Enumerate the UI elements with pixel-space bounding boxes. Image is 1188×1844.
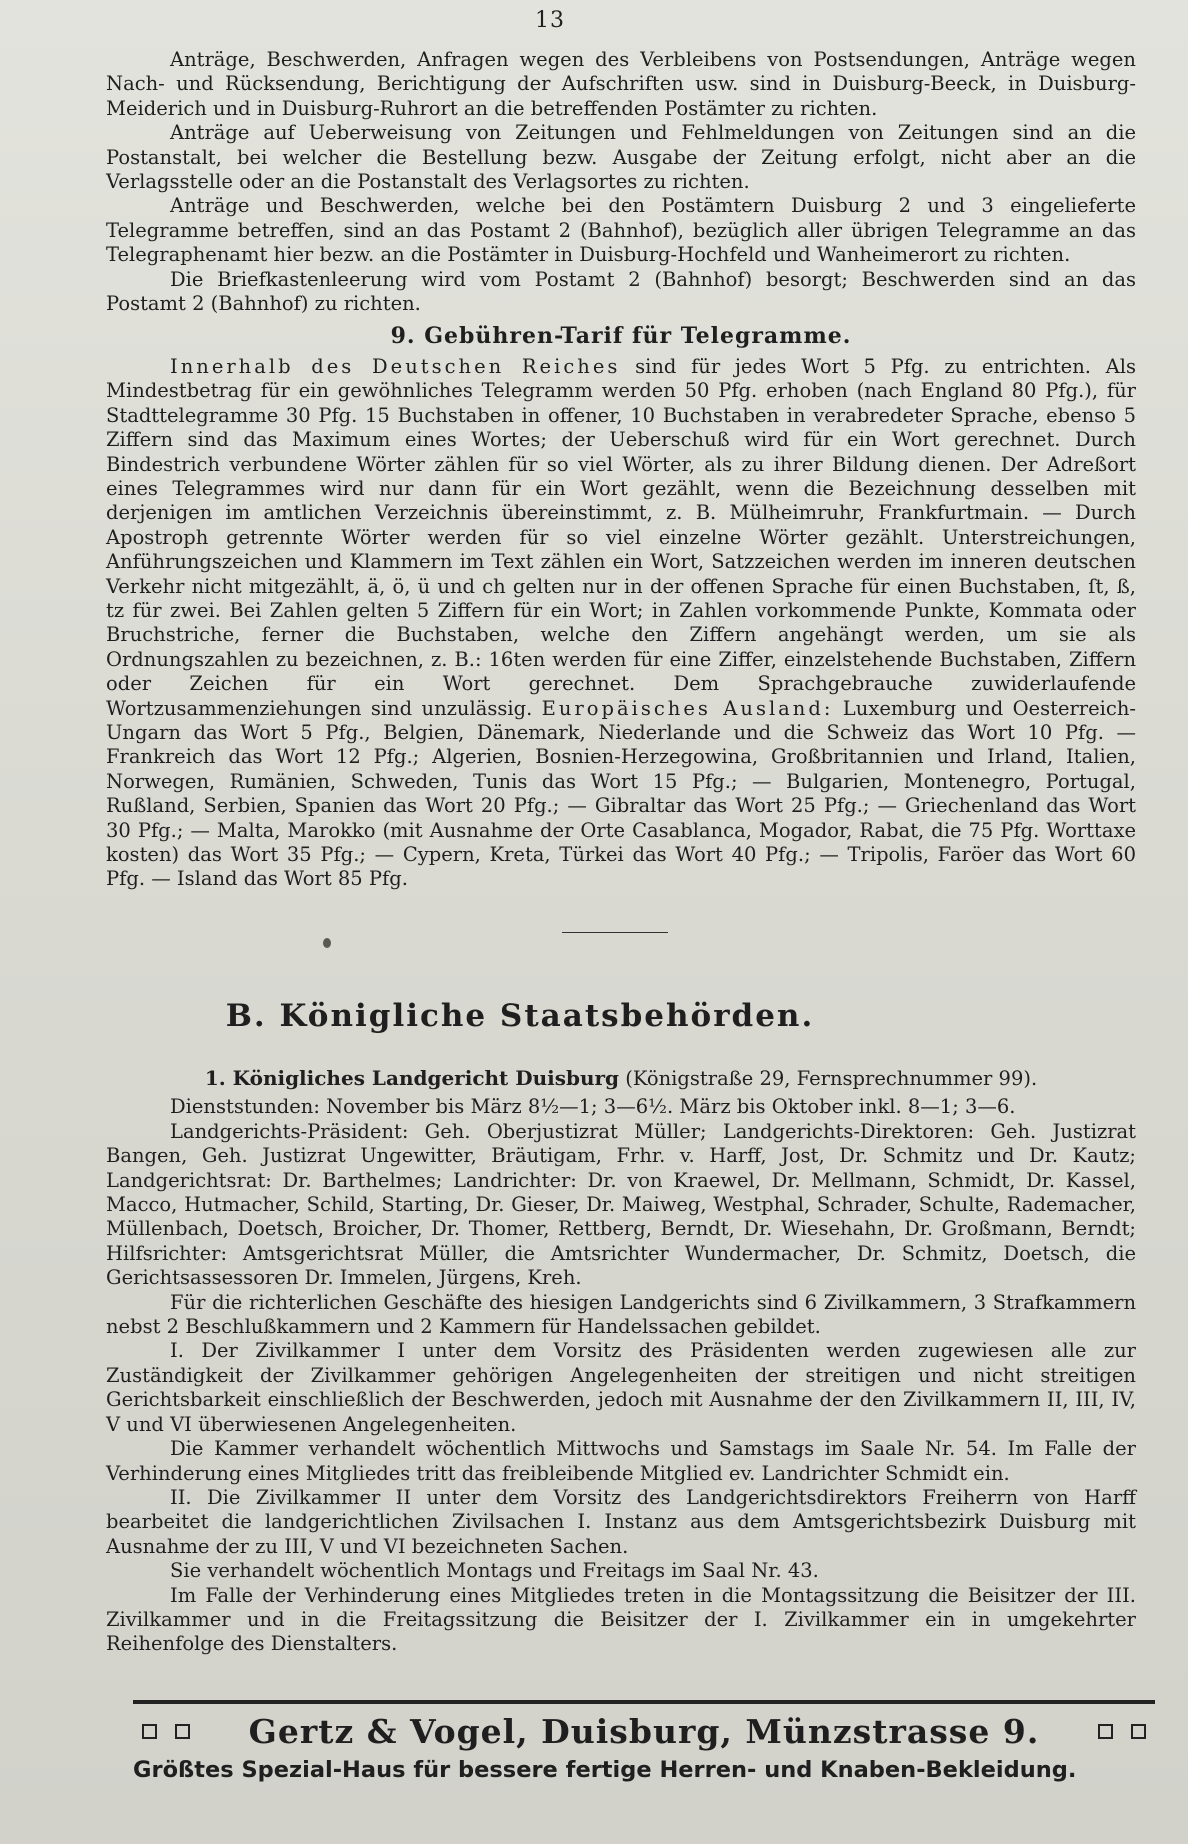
advertisement-line-1 [133,1712,1155,1751]
postal-paragraph: Anträge, Beschwerden, Anfragen wegen des Verbleibens von Postsendungen, Anträge wegen Nach- und Rücksendung, Berichtigung der Aufschriften usw. sind in Duisburg-Beeck, in Duisburg-Meiderich und in Duisburg-Ruhrort an die betreffenden Postämter zu richten. [106,48,1136,120]
section-divider [562,932,668,933]
section-b-heading: B. Königliche Staatsbehörden. [225,998,815,1034]
court-address: (Königstraße 29, Fernsprechnummer 99). [619,1067,1038,1090]
tariff-lead: Innerhalb des Deutschen Reiches [170,354,621,378]
tariff-text-2: Luxemburg und Oesterreich-Ungarn das Wort 5 Pfg., Belgien, Dänemark, Niederlande und die Schweiz das Wort 10 Pfg. — Frankreich das Wort 12 Pfg.; Algerien, Bosnien-Herzegowina, Großbritannien und Irland, Italien, Norwegen, Rumänien, Schweden, Tunis das Wort 15 Pfg.; — Bulgarien, Montenegro, Portugal, Rußland, Serbien, Spanien das Wort 20 Pfg.; — Gibraltar das Wort 25 Pfg.; — Griechenland das Wort 30 Pfg.; — Malta, Marokko (mit Ausnahme der Orte Casablanca, Mogador, Rabat, die 75 Pfg. Worttaxe kosten) das Wort 35 Pfg.; — Cypern, Kreta, Türkei das Wort 40 Pfg.; — Tripolis, Faröer das Wort 60 Pfg. — Island das Wort 85 Pfg. [106,696,1136,891]
postal-paragraph: Anträge und Beschwerden, welche bei den Postämtern Duisburg 2 und 3 eingelieferte Telegramme betreffen, sind an das Postamt 2 (Bahnhof), bezüglich aller übrigen Telegramme an das Telegraphenamt hier bezw. an die Postämter in Duisburg-Hochfeld und Wanheimerort zu richten. [106,194,1136,267]
chamber-2-sessions: Sie verhandelt wöchentlich Montags und Freitags im Saal Nr. 43. [170,1559,819,1583]
court-chambers: Für die richterlichen Geschäfte des hiesigen Landgerichts sind 6 Zivilkammern, 3 Strafkammern nebst 2 Beschlußkammern und 2 Kammern für Handelssachen gebildet. [106,1290,1136,1339]
chamber-1-sessions: Die Kammer verhandelt wöchentlich Mittwochs und Samstags im Saale Nr. 54. Im Falle der Verhinderung eines Mitgliedes tritt das freibleibende Mitglied ev. Landrichter Schmidt ein. [106,1437,1136,1485]
ink-speck [323,938,331,948]
court-hours: Dienststunden: November bis März 8½—1; 3—6½. März bis Oktober inkl. 8—1; 3—6. [170,1095,1016,1119]
tariff-abroad-label: Europäisches Ausland: [541,696,834,720]
tariff-heading: 9. Gebühren-Tarif für Telegramme. [390,323,852,350]
court-title: 1. Königliches Landgericht Duisburg [204,1066,620,1090]
box-ornament-right [1089,1724,1155,1739]
postal-paragraph: Anträge auf Ueberweisung von Zeitungen und Fehlmeldungen von Zeitungen sind an die Postanstalt, bei welcher die Bestellung bezw. Ausgabe der Zeitung erfolgt, nicht aber an die Verlagsstelle oder an die Postanstalt des Verlagsortes zu richten. [106,121,1136,194]
court-section [106,1066,1136,1657]
court-staff: Landgerichts-Präsident: Geh. Oberjustizrat Müller; Landgerichts-Direktoren: Geh. Justizrat Bangen, Geh. Justizrat Ungewitter, Bräutigam, Frhr. v. Harff, Jost, Dr. Schmitz und Dr. Kautz; Landgerichtsrat: Dr. Barthelmes; Landrichter: Dr. von Kraewel, Dr. Mellmann, Schmidt, Dr. Kassel, Macco, Hutmacher, Schild, Starting, Dr. Gieser, Dr. Maiweg, Westphal, Schrader, Schulte, Rademacher, Müllenbach, Doetsch, Broicher, Dr. Thomer, Rettberg, Berndt, Dr. Wiesehahn, Dr. Großmann, Berndt; Hilfsrichter: Amtsgerichtsrat Müller, die Amtsrichter Wundermacher, Dr. Schmitz, Doetsch, die Gerichtsassessoren Dr. Immelen, Jürgens, Kreh. [106,1119,1136,1290]
advertisement-line-2: Größtes Spezial-Haus für bessere fertige Herren- und Knaben-Bekleidung. [133,1757,1077,1783]
chamber-1: I. Der Zivilkammer I unter dem Vorsitz des Präsidenten werden zugewiesen alle zur Zuständigkeit der Zivilkammer gehörigen Angelegenheiten der streitigen und nicht streitigen Gerichtsbarkeit einschließlich der Beschwerden, jedoch mit Ausnahme der den Zivilkammern II, III, IV, V und VI überwiesenen Angelegenheiten. [106,1339,1136,1436]
advertisement-rule [133,1700,1155,1704]
postal-section [106,48,1136,892]
advertisement-company: Gertz & Vogel, Duisburg, Münzstrasse 9. [248,1712,1040,1751]
tariff-paragraph [106,355,1136,892]
chamber-2-substitute: Im Falle der Verhinderung eines Mitgliedes treten in die Montagssitzung die Beisitzer der III. Zivilkammer und in die Freitagssitzung die Beisitzer der I. Zivilkammer ein in umgekehrter Reihenfolge des Dienstalters. [106,1583,1136,1656]
court-title-line [106,1066,1136,1091]
postal-paragraph: Die Briefkastenleerung wird vom Postamt 2 (Bahnhof) besorgt; Beschwerden sind an das Postamt 2 (Bahnhof) zu richten. [106,267,1136,316]
tariff-text-1: sind für jedes Wort 5 Pfg. zu entrichten. Als Mindestbetrag für ein gewöhnliches Telegramm werden 50 Pfg. erhoben (nach England 80 Pfg.), für Stadttelegramme 30 Pfg. 15 Buchstaben in offener, 10 Buchstaben in verabredeter Sprache, ebenso 5 Ziffern sind das Maximum eines Wortes; der Ueberschuß wird für ein Wort gerechnet. Durch Bindestrich verbundene Wörter zählen für so viel Wörter, als zu ihrer Bildung dienen. Der Adreßort eines Telegrammes wird nur dann für ein Wort gezählt, wenn die Bezeichnung desselben mit derjenigen im amtlichen Verzeichnis übereinstimmt, z. B. Mülheimruhr, Frankfurtmain. — Durch Apostroph getrennte Wörter werden für so viel einzelne Wörter gezählt. Unterstreichungen, Anführungszeichen und Klammern im Text zählen ein Wort, Satzzeichen werden im inneren deutschen Verkehr nicht mitgezählt, ä, ö, ü und ch gelten nur in der offenen Sprache für einen Buchstaben, ſt, ß, tz für zwei. Bei Zahlen gelten 5 Ziffern für ein Wort; in Zahlen vorkommende Punkte, Kommata oder Bruchstriche, ferner die Buchstaben, welche den Ziffern angehängt werden, um sie als Ordnungszahlen zu bezeichnen, z. B.: 16ten werden für eine Ziffer, einzelstehende Buchstaben, Ziffern oder Zeichen für ein Wort gerechnet. Dem Sprachgebrauche zuwiderlaufende Wortzusammenziehungen sind unzulässig. [106,354,1137,720]
box-ornament-left [133,1724,199,1739]
page-number: 13 [535,8,565,33]
chamber-2: II. Die Zivilkammer II unter dem Vorsitz des Landgerichtsdirektors Freiherrn von Harff bearbeitet die landgerichtlichen Zivilsachen I. Instanz aus dem Amtsgerichtsbezirk Duisburg mit Ausnahme der zu III, V und VI bezeichneten Sachen. [106,1485,1136,1558]
